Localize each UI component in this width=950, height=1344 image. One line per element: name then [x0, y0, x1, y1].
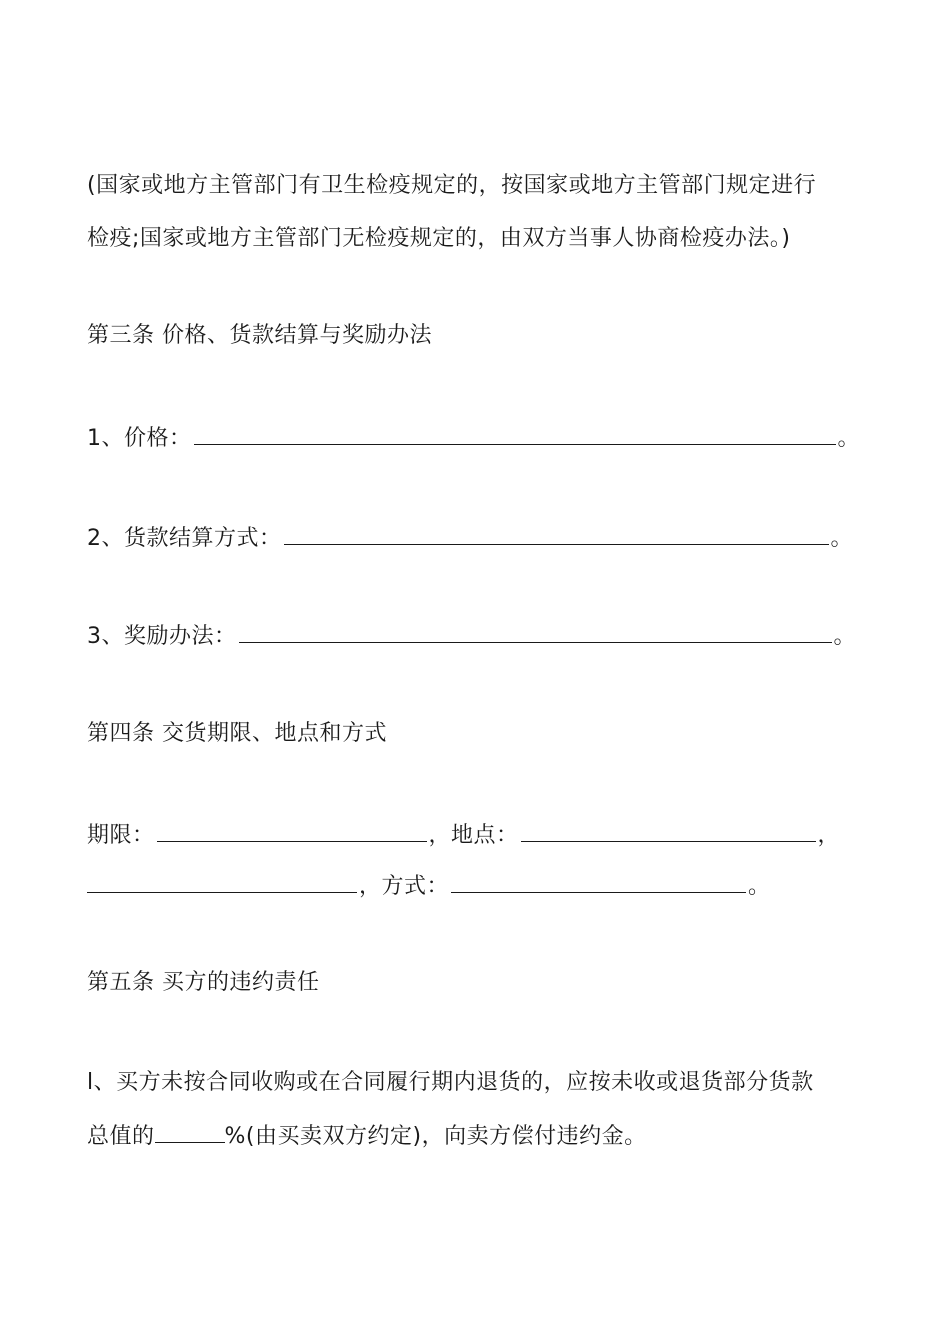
price-blank[interactable] [194, 422, 836, 445]
article-4-heading: 第四条 交货期限、地点和方式 [87, 721, 387, 746]
article-5-heading: 第五条 买方的违约责任 [87, 970, 320, 995]
delivery-comma: ， [817, 823, 841, 848]
quarantine-note-line-2: 检疫;国家或地方主管部门无检疫规定的，由双方当事人协商检疫办法。) [87, 226, 791, 251]
delivery-extra-blank[interactable] [87, 870, 357, 893]
settlement-blank[interactable] [284, 522, 829, 545]
method-label: ，方式： [359, 874, 450, 899]
price-end-mark: 。 [837, 426, 861, 451]
place-label: ，地点： [428, 823, 519, 848]
place-blank[interactable] [521, 819, 816, 842]
delivery-line-2 [87, 870, 771, 901]
reward-label: 3、奖励办法： [87, 624, 237, 649]
term-blank[interactable] [157, 819, 427, 842]
price-line [87, 422, 860, 453]
reward-blank[interactable] [239, 620, 832, 643]
price-label: 1、价格： [87, 426, 192, 451]
settlement-line [87, 522, 853, 553]
quarantine-note-line-1: (国家或地方主管部门有卫生检疫规定的，按国家或地方主管部门规定进行 [87, 173, 817, 198]
settlement-end-mark: 。 [830, 526, 854, 551]
method-blank[interactable] [451, 870, 746, 893]
penalty-percent-blank[interactable] [155, 1120, 225, 1143]
reward-line [87, 620, 856, 651]
article-3-heading: 第三条 价格、货款结算与奖励办法 [87, 323, 432, 348]
settlement-label: 2、货款结算方式： [87, 526, 282, 551]
buyer-breach-line-1: l、买方未按合同收购或在合同履行期内退货的，应按未收或退货部分货款 [87, 1070, 814, 1095]
breach-suffix: %(由买卖双方约定)，向卖方偿付违约金。 [224, 1124, 647, 1149]
buyer-breach-line-2 [87, 1120, 647, 1151]
term-label: 期限： [87, 823, 155, 848]
delivery-line-1 [87, 819, 840, 850]
breach-prefix: 总值的 [87, 1124, 155, 1149]
reward-end-mark: 。 [833, 624, 857, 649]
method-end-mark: 。 [748, 874, 771, 899]
